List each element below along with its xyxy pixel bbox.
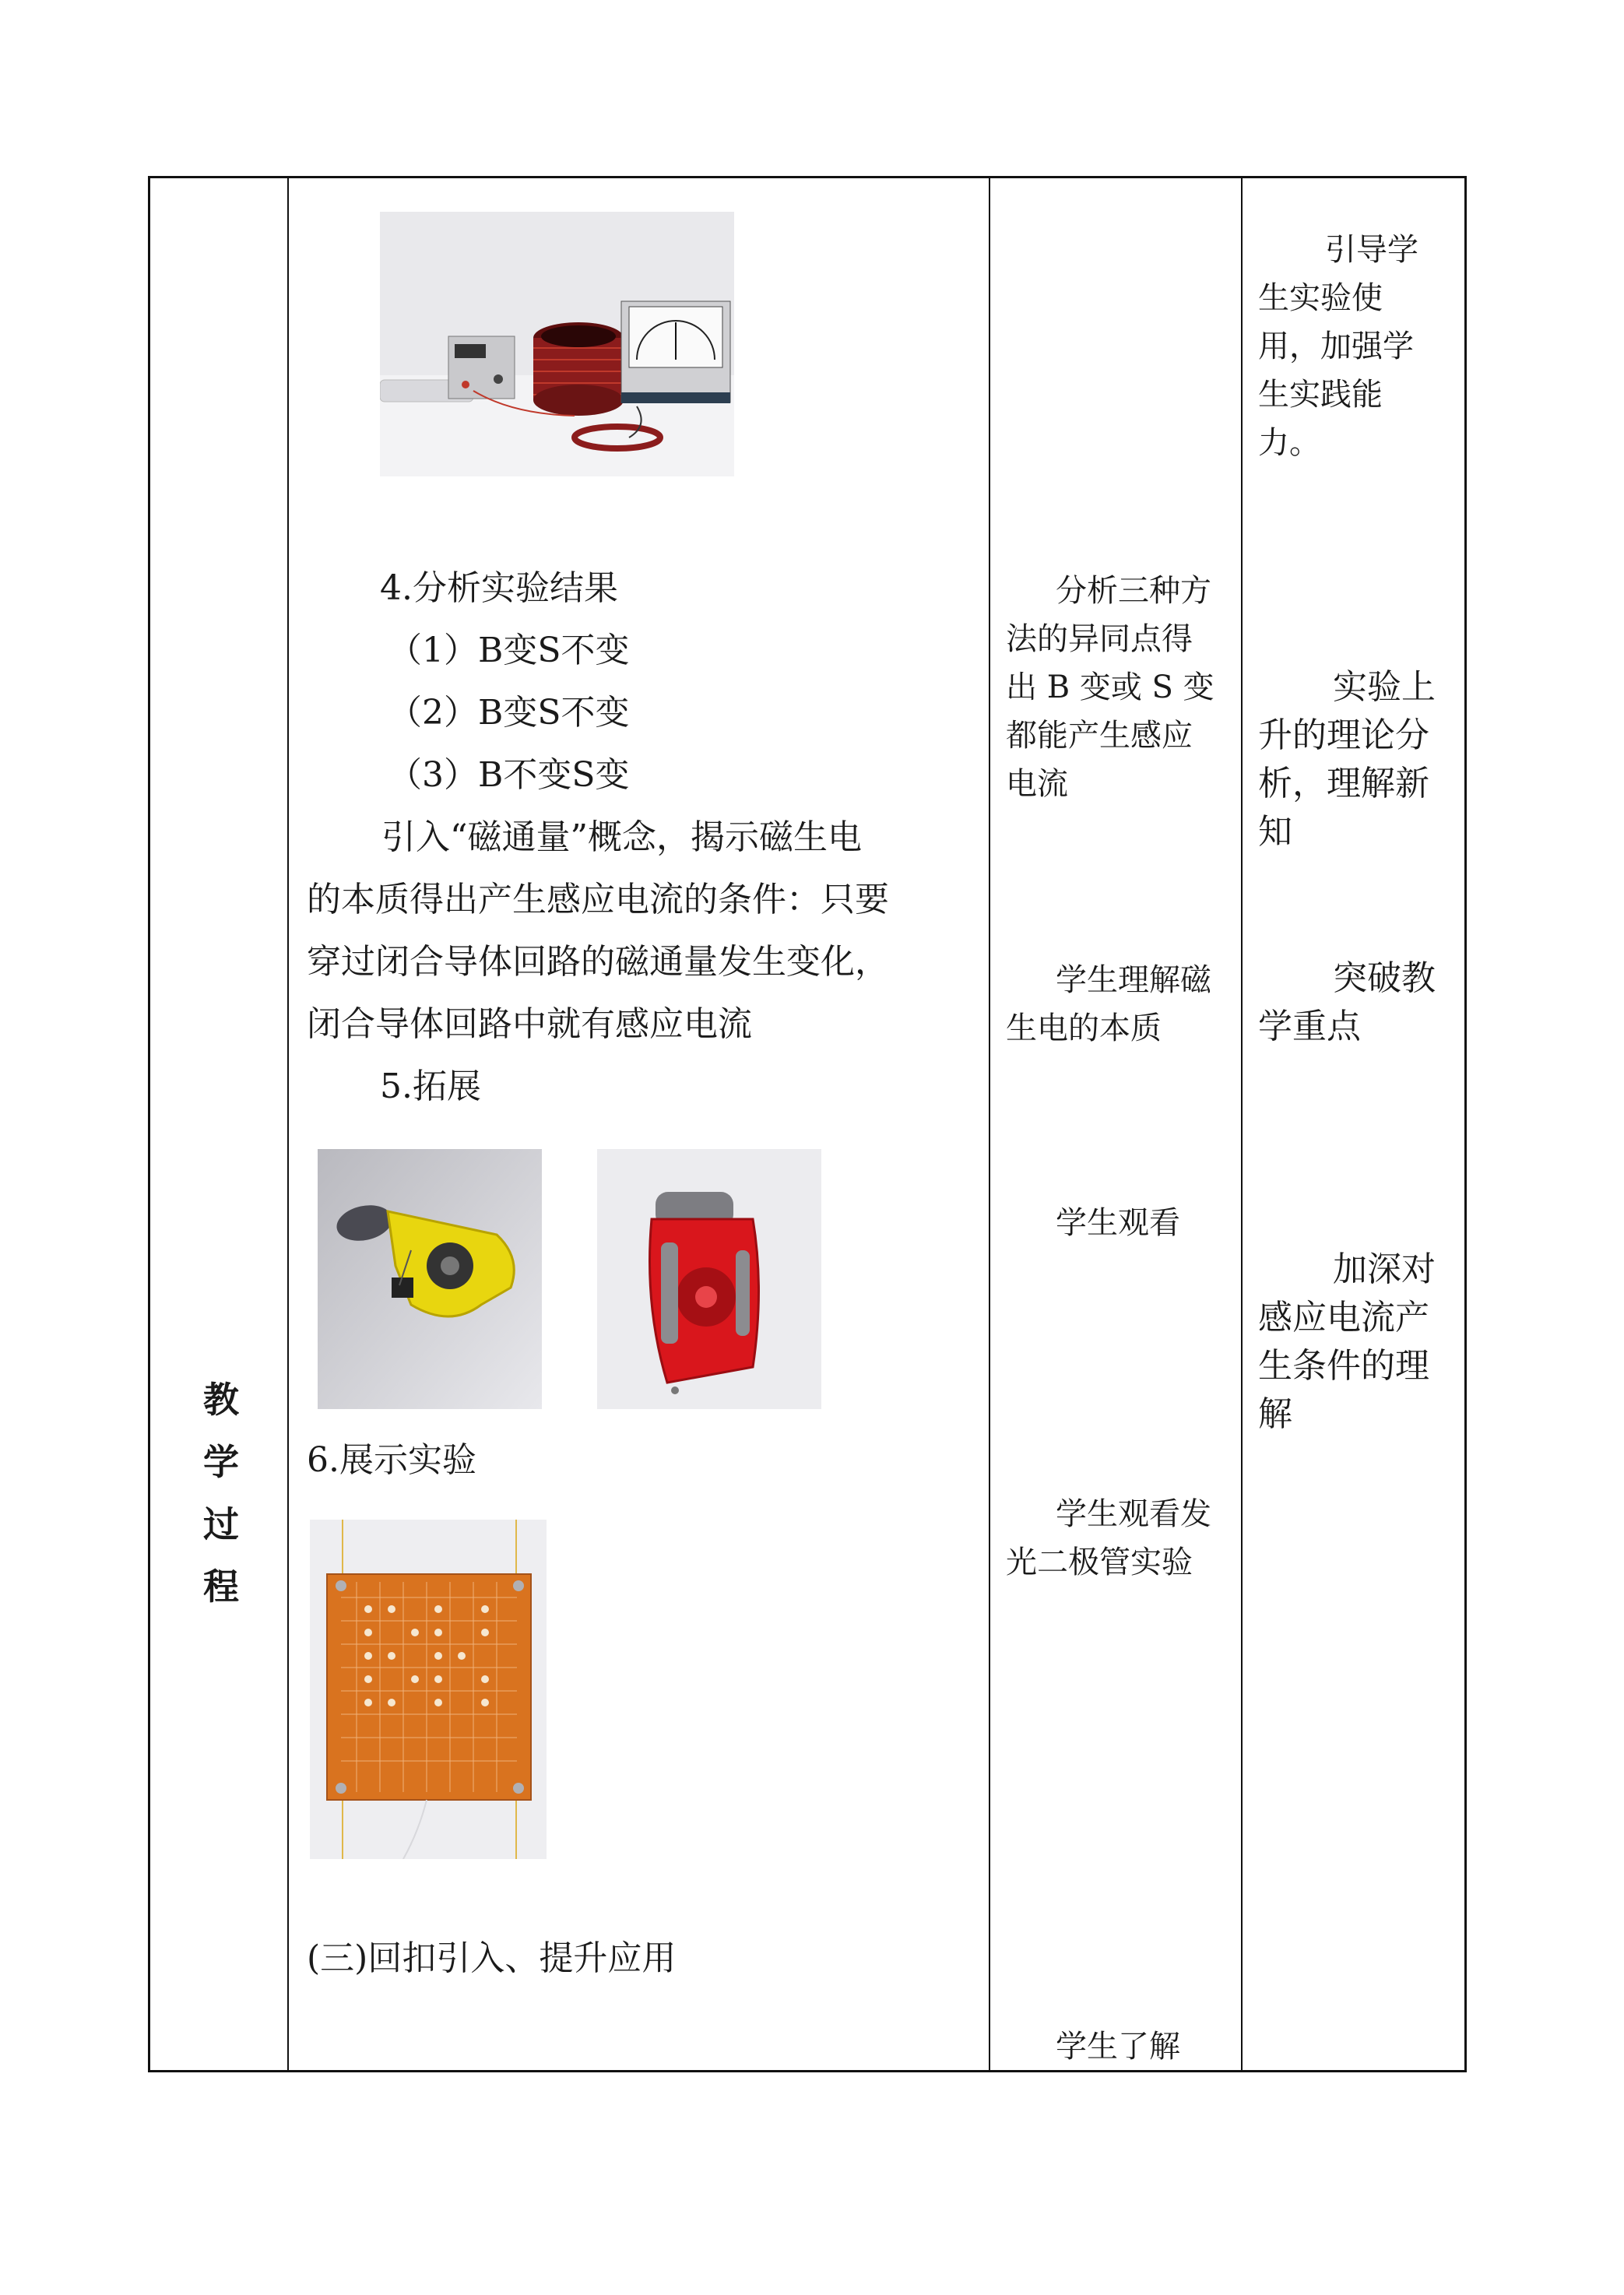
table-right-border: [1464, 176, 1467, 2072]
activity-line: 都能产生感应: [1006, 718, 1193, 754]
red-generator-flashlight-photo: [597, 1149, 821, 1409]
step-6-heading: 6.展示实验: [307, 1440, 476, 1480]
intent-line: 升的理论分: [1258, 715, 1429, 755]
activity-line: 学生观看发: [1056, 1496, 1211, 1532]
intent-line: 生实验使: [1258, 280, 1383, 316]
section-label-char: 学: [203, 1441, 239, 1483]
result-case-3: （3）B不变S变: [388, 755, 630, 795]
activity-line: 分析三种方: [1056, 573, 1211, 609]
coil-experiment-photo: [380, 212, 734, 476]
result-case-1: （1）B变S不变: [388, 631, 630, 670]
intent-line: 力。: [1258, 425, 1320, 461]
design-intent-3: [1258, 954, 1436, 1051]
design-intent-1: [1258, 226, 1418, 467]
conclusion-line: 的本质得出产生感应电流的条件：只要: [307, 880, 889, 919]
student-activity-2: [1006, 956, 1211, 1053]
section-label-char: 教: [203, 1379, 239, 1421]
result-case-2: （2）B变S不变: [388, 693, 630, 733]
student-activity-3: 学生观看: [1056, 1205, 1180, 1241]
activity-line: 电流: [1006, 766, 1068, 802]
conclusion-line: 穿过闭合导体回路的磁通量发生变化，: [307, 942, 889, 982]
intent-line: 解: [1258, 1394, 1292, 1434]
column-divider-2: [989, 176, 990, 2072]
intent-line: 实验上: [1333, 667, 1436, 707]
table-bottom-border: [148, 2070, 1467, 2072]
intent-line: 引导学: [1325, 232, 1418, 268]
intent-line: 生实践能: [1258, 377, 1383, 413]
led-board-illustration: [310, 1520, 547, 1859]
led-board-photo: [310, 1520, 547, 1859]
red-flashlight-illustration: [597, 1149, 821, 1409]
yellow-generator-flashlight-photo: [318, 1149, 542, 1409]
table-top-border: [148, 176, 1467, 178]
section-label: [198, 1369, 244, 1618]
design-intent-2: [1258, 663, 1436, 856]
intent-line: 析，理解新: [1258, 764, 1429, 803]
conclusion-line: 闭合导体回路中就有感应电流: [307, 1004, 752, 1044]
activity-line: 光二极管实验: [1006, 1545, 1193, 1580]
student-activity-4: [1006, 1490, 1211, 1587]
activity-line: 生电的本质: [1006, 1010, 1162, 1046]
activity-line: 法的异同点得: [1006, 621, 1193, 657]
student-activity-5: 学生了解: [1056, 2029, 1180, 2065]
table-left-border: [148, 176, 150, 2072]
yellow-flashlight-illustration: [318, 1149, 542, 1409]
step-4-heading: 4.分析实验结果: [380, 568, 618, 608]
section-label-char: 程: [203, 1566, 239, 1608]
coil-experiment-illustration: [380, 212, 734, 476]
column-divider-1: [287, 176, 289, 2072]
step-5-heading: 5.拓展: [380, 1067, 481, 1106]
intent-line: 用，加强学: [1258, 329, 1414, 364]
intent-line: 加深对: [1333, 1249, 1436, 1289]
design-intent-4: [1258, 1246, 1436, 1439]
intent-line: 知: [1258, 812, 1292, 852]
conclusion-paragraph: [307, 807, 889, 1056]
intent-line: 学重点: [1258, 1007, 1361, 1046]
student-activity-1: [1006, 567, 1214, 808]
intent-line: 生条件的理: [1258, 1346, 1429, 1386]
activity-line: 学生理解磁: [1056, 962, 1211, 998]
section-label-char: 过: [203, 1503, 239, 1545]
intent-line: 感应电流产: [1258, 1298, 1429, 1337]
conclusion-line: 引入“磁通量”概念，揭示磁生电: [381, 817, 862, 857]
activity-line: 出 B 变或 S 变: [1006, 670, 1214, 705]
column-divider-3: [1241, 176, 1243, 2072]
section-3-heading: (三)回扣引入、提升应用: [307, 1938, 677, 1978]
intent-line: 突破教: [1333, 958, 1436, 998]
